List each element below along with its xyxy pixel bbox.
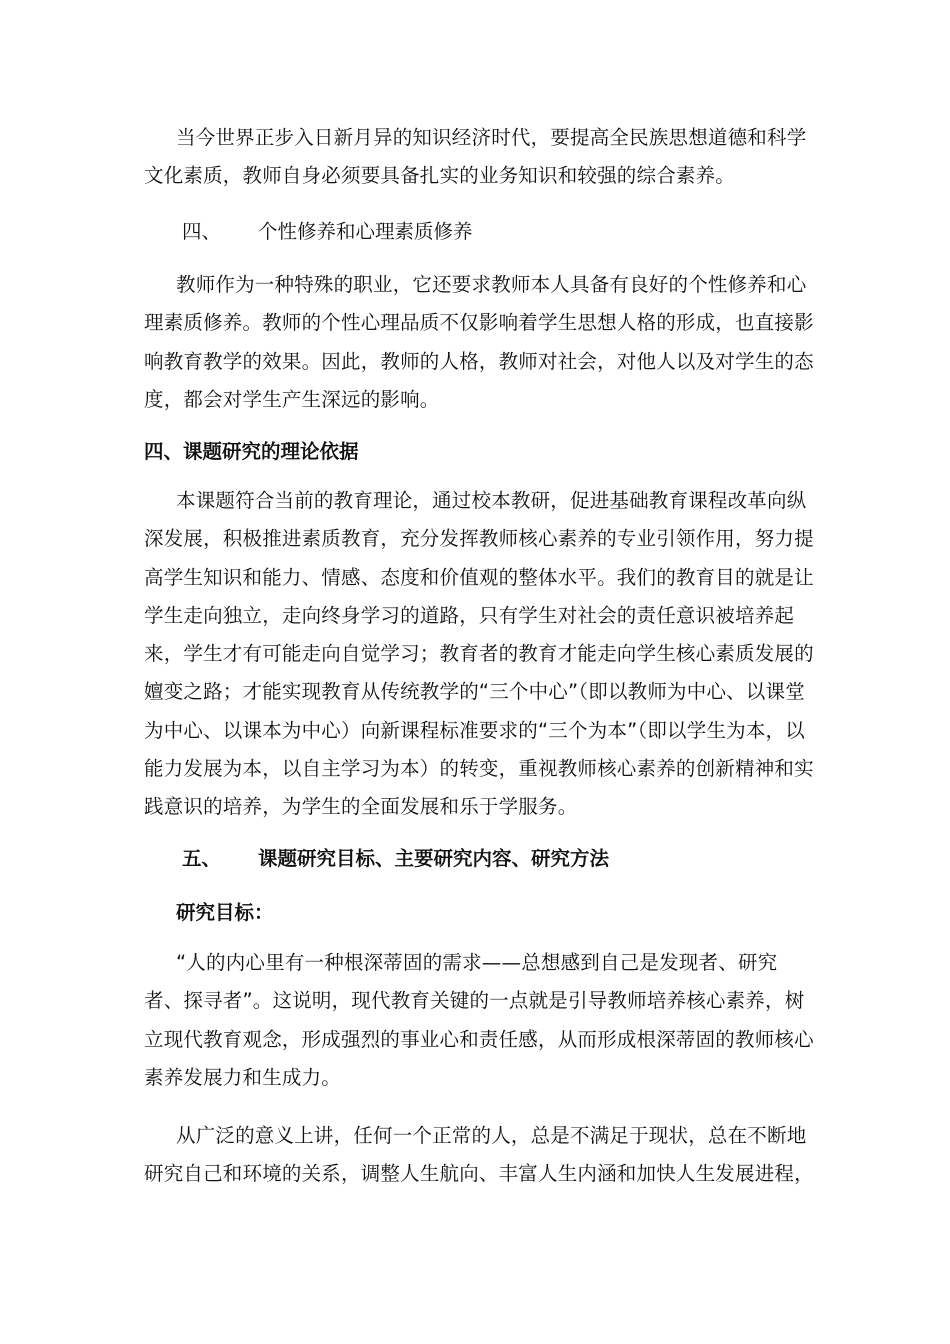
section-number-five: 五、 [182, 847, 222, 870]
section-title-personality: 个性修养和心理素质修养 [258, 220, 473, 243]
section-number-four: 四、 [182, 220, 222, 243]
section-heading-theory: 四、课题研究的理论依据 [144, 440, 359, 463]
paragraph-knowledge-economy: 当今世界正步入日新月异的知识经济时代，要提高全民族思想道德和科学文化素质，教师自身必须要具备扎实的业务知识和较强的综合素养。 [144, 126, 807, 188]
paragraph-quote-discoverer: “人的内心里有一种根深蒂固的需求——总想感到自己是发现者、研究者、探寻者”。这说明，现代教育关键的一点就是引导教师培养核心素养，树立现代教育观念，形成强烈的事业心和责任感，从而形成根深蒂固的教师核心素养发展力和生成力。 [144, 951, 814, 1089]
paragraph-teacher-personality: 教师作为一种特殊的职业，它还要求教师本人具备有良好的个性修养和心理素质修养。教师的个性心理品质不仅影响着学生思想人格的形成，也直接影响教育教学的效果。因此，教师的人格，教师对社会，对他人以及对学生的态度，都会对学生产生深远的影响。 [144, 273, 814, 411]
paragraph-broad-meaning: 从广泛的意义上讲，任何一个正常的人，总是不满足于现状，总在不断地研究自己和环境的关系，调整人生航向、丰富人生内涵和加快人生发展进程， [144, 1124, 814, 1186]
subheading-research-goal: 研究目标： [176, 901, 274, 924]
section-title-goals: 课题研究目标、主要研究内容、研究方法 [258, 847, 610, 870]
paragraph-theory-basis: 本课题符合当前的教育理论，通过校本教研，促进基础教育课程改革向纵深发展，积极推进素质教育，充分发挥教师核心素养的专业引领作用，努力提高学生知识和能力、情感、态度和价值观的整体水平。我们的教育目的就是让学生走向独立，走向终身学习的道路，只有学生对社会的责任意识被培养起来，学生才有可能走向自觉学习；教育者的教育才能走向学生核心素质发展的嬗变之路；才能实现教育从传统教学的“三个中心”（即以教师为中心、以课堂为中心、以课本为中心）向新课程标准要求的“三个为本”（即以学生为本，以能力发展为本，以自主学习为本）的转变，重视教师核心素养的创新精神和实践意识的培养，为学生的全面发展和乐于学服务。 [144, 489, 814, 819]
